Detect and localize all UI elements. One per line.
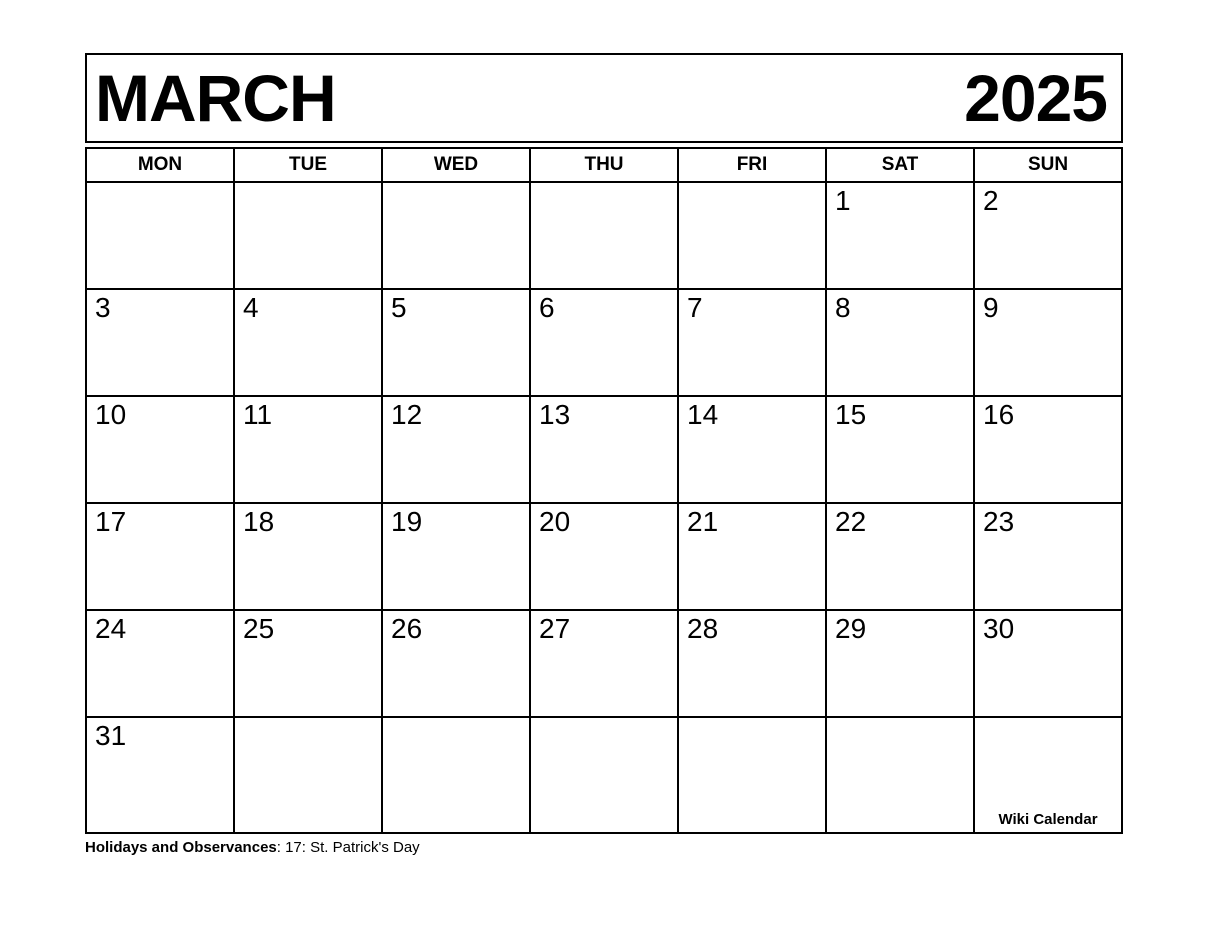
day-cell xyxy=(826,396,974,503)
day-number: 20 xyxy=(539,506,571,537)
day-number: 7 xyxy=(687,292,703,323)
day-cell xyxy=(234,182,382,289)
week-row-4 xyxy=(86,503,1122,610)
weekday-header-mon: MON xyxy=(86,148,234,182)
day-cell xyxy=(234,717,382,833)
day-cell xyxy=(530,182,678,289)
day-number: 10 xyxy=(95,399,127,430)
weekday-header-wed: WED xyxy=(382,148,530,182)
day-cell xyxy=(234,610,382,717)
day-cell xyxy=(530,396,678,503)
week-row-5 xyxy=(86,610,1122,717)
weekday-header-sat: SAT xyxy=(826,148,974,182)
day-cell xyxy=(382,717,530,833)
holidays-note-label: Holidays and Observances xyxy=(85,839,277,856)
day-cell xyxy=(86,396,234,503)
day-number: 12 xyxy=(391,399,423,430)
day-cell xyxy=(382,182,530,289)
day-cell xyxy=(234,396,382,503)
day-number: 30 xyxy=(983,613,1015,644)
day-number: 14 xyxy=(687,399,719,430)
day-number: 31 xyxy=(95,720,127,751)
day-cell-with-brand xyxy=(974,717,1122,833)
day-cell xyxy=(678,503,826,610)
day-cell xyxy=(974,289,1122,396)
day-number: 28 xyxy=(687,613,719,644)
day-cell xyxy=(826,182,974,289)
day-number: 19 xyxy=(391,506,423,537)
day-number: 17 xyxy=(95,506,127,537)
day-cell xyxy=(86,717,234,833)
day-number: 6 xyxy=(539,292,555,323)
day-cell xyxy=(678,717,826,833)
day-number: 15 xyxy=(835,399,867,430)
day-number: 27 xyxy=(539,613,571,644)
week-row-1 xyxy=(86,182,1122,289)
day-cell xyxy=(530,289,678,396)
day-number: 25 xyxy=(243,613,275,644)
day-cell xyxy=(530,610,678,717)
day-cell xyxy=(678,396,826,503)
calendar-grid xyxy=(85,147,1123,834)
day-cell xyxy=(826,503,974,610)
day-number: 16 xyxy=(983,399,1015,430)
day-number: 23 xyxy=(983,506,1015,537)
day-cell xyxy=(826,289,974,396)
day-cell xyxy=(86,610,234,717)
day-cell xyxy=(86,289,234,396)
day-cell xyxy=(974,610,1122,717)
day-number: 18 xyxy=(243,506,275,537)
calendar xyxy=(85,53,1123,857)
weekday-header-tue: TUE xyxy=(234,148,382,182)
day-number: 24 xyxy=(95,613,127,644)
month-title: MARCH xyxy=(95,61,336,135)
day-number: 11 xyxy=(243,399,273,430)
day-number: 21 xyxy=(687,506,719,537)
day-cell xyxy=(974,182,1122,289)
holidays-note-text: : 17: St. Patrick's Day xyxy=(276,839,420,856)
day-cell xyxy=(382,503,530,610)
day-cell xyxy=(530,503,678,610)
weekday-header-sun: SUN xyxy=(974,148,1122,182)
day-cell xyxy=(382,289,530,396)
day-cell xyxy=(826,610,974,717)
day-cell xyxy=(974,396,1122,503)
weekday-header-row xyxy=(86,148,1122,182)
day-number: 9 xyxy=(983,292,999,323)
day-cell xyxy=(86,503,234,610)
day-cell xyxy=(86,182,234,289)
week-row-6 xyxy=(86,717,1122,833)
day-number: 5 xyxy=(391,292,407,323)
day-number: 3 xyxy=(95,292,111,323)
wiki-calendar-branding: Wiki Calendar xyxy=(998,810,1098,828)
week-row-2 xyxy=(86,289,1122,396)
year-title: 2025 xyxy=(964,61,1107,135)
day-number: 8 xyxy=(835,292,851,323)
calendar-title-bar xyxy=(85,53,1123,143)
day-number: 29 xyxy=(835,613,867,644)
day-cell xyxy=(974,503,1122,610)
holidays-note xyxy=(85,839,1123,857)
day-cell xyxy=(382,610,530,717)
day-cell xyxy=(234,289,382,396)
day-number: 26 xyxy=(391,613,423,644)
day-cell xyxy=(530,717,678,833)
day-number: 2 xyxy=(983,185,999,216)
weekday-header-thu: THU xyxy=(530,148,678,182)
day-cell xyxy=(678,182,826,289)
day-number: 22 xyxy=(835,506,867,537)
day-number: 13 xyxy=(539,399,571,430)
week-row-3 xyxy=(86,396,1122,503)
day-cell xyxy=(382,396,530,503)
day-cell xyxy=(678,289,826,396)
day-cell xyxy=(678,610,826,717)
day-number: 1 xyxy=(835,185,851,216)
weekday-header-fri: FRI xyxy=(678,148,826,182)
day-cell xyxy=(826,717,974,833)
day-cell xyxy=(234,503,382,610)
day-number: 4 xyxy=(243,292,259,323)
